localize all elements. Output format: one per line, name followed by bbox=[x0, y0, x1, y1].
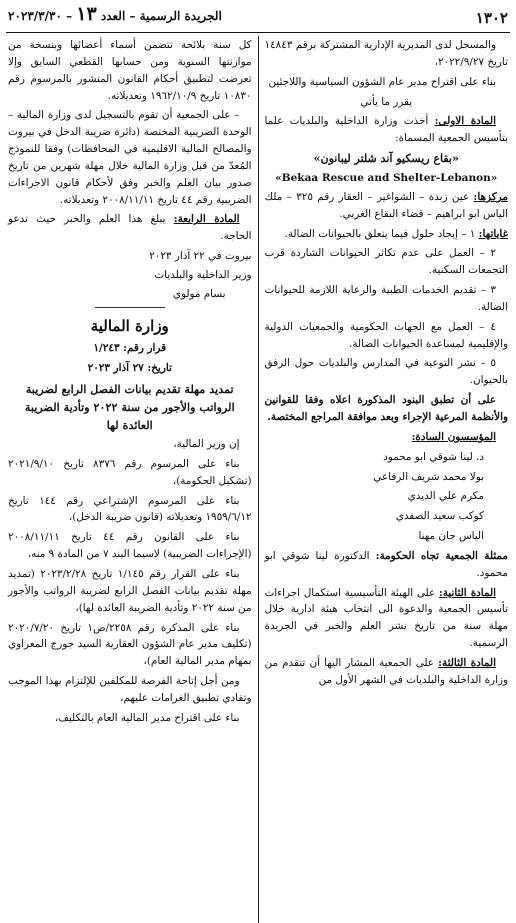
article-1-label: المادة الاولى: bbox=[434, 115, 496, 128]
article-2-text: على الهيئة التأسيسية استكمال اجراءات تأسيس الجمعية والدعوة الى انتخاب هيئة ادارية خلال مهلة سنة من تاريخ نشر العلم والخبر في الجريدة الرسمية. bbox=[264, 586, 508, 650]
decision-date: تاريخ: ٢٧ آذار ٢٠٢٣ bbox=[87, 361, 172, 374]
founders-heading bbox=[265, 429, 509, 446]
founder-item: بولا محمد شريف الرفاعي bbox=[373, 470, 484, 483]
article-1 bbox=[265, 113, 509, 147]
gazette-title bbox=[8, 0, 222, 30]
separator-line bbox=[95, 307, 165, 308]
article-2-label: المادة الثانية: bbox=[438, 586, 496, 599]
basis-7: بناء على اقتراح مدير المالية العام بالتكليف، bbox=[54, 711, 240, 724]
founders-label: المؤسسون السادة: bbox=[411, 430, 496, 443]
basis-3: بناء على القانون رقم ٤٤ تاريخ ٢٠٠٨/١١/١١ (الإجراءات الضريبية) لاسيما البند ٧ من المادة ٩ منه، bbox=[8, 531, 252, 561]
basis-2: بناء على المرسوم الإشتراعي رقم ١٤٤ تاريخ ١٩٥٩/٦/١٢ وتعديلاته (قانون ضريبة الدخل)، bbox=[8, 494, 252, 524]
association-name-english: «Bekaa Rescue and Shelter-Lebanon» bbox=[275, 171, 498, 184]
column-divider bbox=[258, 36, 259, 923]
goal-4: ٤ – العمل مع الجهات الحكومية والجمعيات الدولية والإقليمية لمساعدة الحيوانات الضالة. bbox=[264, 320, 508, 350]
minister-intro: إن وزير المالية، bbox=[173, 438, 240, 451]
basis-5: بناء على المذكرة رقم ٢٢٥٨/ص١ تاريخ ٢٠٢٠/٧/٢٠ (تكليف مدير عام الشؤون العقارية السيد جورج المعراوي بمهام مدير المالية العام)، bbox=[8, 621, 252, 668]
government-representative bbox=[265, 548, 509, 582]
goal-1 bbox=[265, 226, 509, 243]
founder-item: كوكب سعيد الصفدي bbox=[395, 510, 484, 523]
ministry-heading: وزارة المالية bbox=[90, 316, 169, 335]
issue-date: – ٢٠٢٣/٣/٣٠ bbox=[8, 9, 73, 24]
decision-title: تمديد مهلة تقديم بيانات الفصل الرابع لضريبة الرواتب والأجور من سنة ٢٠٢٢ وتأدية الضريبة العائدة لها bbox=[24, 381, 235, 432]
founder-item: د. لينا شوقي ابو محمود bbox=[383, 450, 484, 463]
decision-number: قرار رقم: ١/٢٤٣ bbox=[93, 341, 167, 354]
article-2 bbox=[265, 585, 509, 652]
goals-label: غاياتها: bbox=[478, 227, 508, 240]
goal-2: ٢ – العمل على عدم تكاثر الحيوانات الشاردة قرب التجمعات السكنية. bbox=[264, 247, 508, 277]
conditions-paragraph: على أن تطبق البنود المذكورة اعلاه وفقا للقوانين والأنظمة المرعية الإجراء وبعد موافقة المراجع المختصة. bbox=[264, 394, 508, 423]
founder-item: مكرم علي الديدي bbox=[407, 490, 484, 503]
decides-heading: يقرر ما يأتي bbox=[360, 95, 413, 108]
registration-paragraph: والمسجل لدى المديرية الإدارية المشتركة برقم ١٤٨٤٣ تاريخ ٢٠٢٢/٩/٢٧، bbox=[264, 39, 508, 68]
article-4 bbox=[8, 211, 252, 245]
minister-name: بسام مولوي bbox=[172, 287, 226, 300]
representative-text: الدكتورة لينا شوقي ابو محمود. bbox=[264, 549, 508, 579]
representative-label: ممثلة الجمعية تجاه الحكومة: bbox=[375, 549, 508, 562]
left-column bbox=[6, 33, 258, 923]
headquarters bbox=[265, 189, 509, 223]
continuation-paragraph: كل سنة بلائحة تتضمن أسماء أعضائها وبنسخة من موازنتها السنوية ومن حسابها القطعي السابق وإلا تعرضت لتطبيق أحكام القانون المنشور بالمرسوم رقم ١٠٨٣٠ تاريخ ١٩٦٢/١٠/٩ وتعديلاته. bbox=[8, 39, 252, 102]
article-4-text: يبلغ هذا العلم والخبر حيث تدعو الحاجة. bbox=[8, 213, 252, 243]
goal-3: ٣ – تقديم الخدمات الطبية والرعاية اللازمة للحيوانات الضالة. bbox=[264, 284, 508, 313]
headquarters-label: مركزها: bbox=[473, 190, 508, 203]
page-header bbox=[6, 4, 510, 33]
basis-1: بناء على المرسوم رقم ٨٣٧٦ تاريخ ٢٠٢١/٩/١٠ (تشكيل الحكومة)، bbox=[8, 457, 252, 487]
right-column bbox=[259, 33, 511, 923]
article-3 bbox=[265, 655, 509, 689]
article-1-text: أخذت وزارة الداخلية والبلديات علما بتأسيس الجمعية المسماة: bbox=[264, 115, 508, 145]
founder-item: الياس جان مهنا bbox=[418, 530, 484, 543]
tax-registration-paragraph: – على الجمعية أن تقوم بالتسجيل لدى وزارة المالية – الوحدة الضريبية المختصة (دائرة ضريبة الدخل في بيروت والمصالح المالية الاقليمية في المحافظات) وفقا للنموذج المُعدّ من قبل وزارة المالية خلال مهلة شهرين من تاريخ صدور بيان العلم والخبر وفق لأحكام قانون الاجراءات الضريبية رقم ٤٤ تاريخ ٢٠٠٨/١١/١١ وتعديلاته. bbox=[8, 109, 252, 206]
minister-title: وزير الداخلية والبلديات bbox=[154, 268, 252, 281]
headquarters-text: عين زبدة – الشواغير – العقار رقم ٣٢٥ – ملك الياس ابو ابراهيم – قضاء البقاع الغربي. bbox=[264, 190, 508, 220]
page-number: ١٣٠٢ bbox=[475, 8, 508, 27]
goal-5: ٥ – نشر التوعية في المدارس والبلديات حول الرفق بالحيوان. bbox=[264, 357, 508, 387]
gazette-name: الجريدة الرسمية – العدد bbox=[100, 9, 222, 24]
association-name-arabic: «بقاع ريسكيو آند شلتر ليبانون» bbox=[313, 152, 459, 166]
article-3-label: المادة الثالثة: bbox=[438, 656, 496, 669]
article-3-text: على الجمعية المشار اليها أن تتقدم من وزارة الداخلية والبلديات في الشهر الأول من bbox=[264, 656, 508, 686]
place-date: بيروت في ٢٢ آذار ٢٠٢٣ bbox=[149, 250, 252, 263]
proposal-paragraph: بناء على اقتراح مدير عام الشؤون السياسية واللاجئين bbox=[268, 75, 496, 88]
article-4-label: المادة الرابعة: bbox=[173, 213, 240, 226]
basis-6: ومن أجل إتاحة الفرصة للمكلفين للإلتزام بهذا الموجب وتفادي تطبيق الغرامات عليهم، bbox=[8, 675, 252, 704]
issue-number: ١٣ bbox=[76, 3, 97, 26]
goal-1-text: ١ – إيجاد حلول فيما يتعلق بالحيوانات الضالة. bbox=[284, 227, 476, 240]
basis-4: بناء على القرار رقم ١/١٤٥ تاريخ ٢٠٢٣/٢/٢٨ (تمديد مهلة تقديم بيانات الفصل الرابع لضريبة الرواتب والأجور من سنة ٢٠٢٢ وتأدية الضريبة العائدة لها)، bbox=[8, 567, 252, 614]
columns bbox=[6, 33, 510, 923]
